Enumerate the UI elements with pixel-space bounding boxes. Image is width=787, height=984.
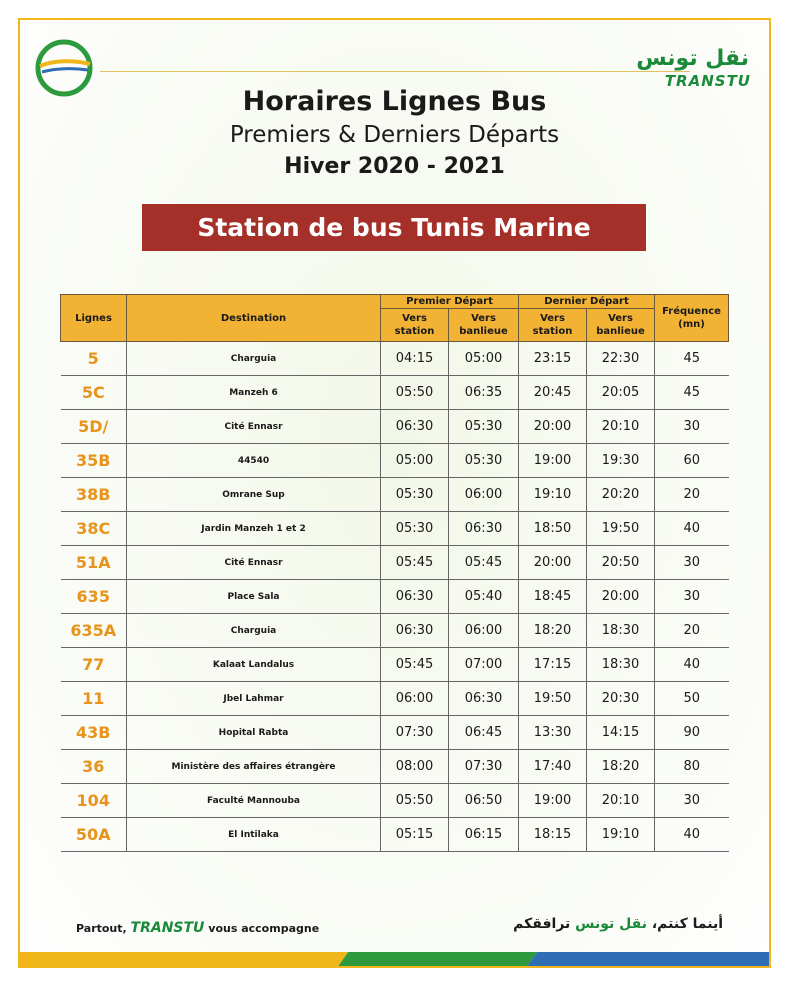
table-row xyxy=(61,580,729,614)
frequency: 40 xyxy=(655,512,729,546)
header-text: Vers xyxy=(540,313,565,324)
poster xyxy=(18,18,771,968)
color-stripes xyxy=(20,946,769,966)
frequency: 30 xyxy=(655,546,729,580)
line-number: 35B xyxy=(61,444,127,478)
first-to-suburb: 06:15 xyxy=(449,818,519,852)
first-to-suburb: 06:45 xyxy=(449,716,519,750)
schedule-table xyxy=(60,294,729,852)
destination: Cité Ennasr xyxy=(127,410,381,444)
last-to-station: 20:00 xyxy=(519,546,587,580)
last-to-suburb: 18:30 xyxy=(587,614,655,648)
frequency: 45 xyxy=(655,342,729,376)
last-to-station: 23:15 xyxy=(519,342,587,376)
season-label: Hiver 2020 - 2021 xyxy=(284,154,505,179)
last-to-suburb: 19:10 xyxy=(587,818,655,852)
line-number: 11 xyxy=(61,682,127,716)
first-to-suburb: 06:35 xyxy=(449,376,519,410)
header-rule xyxy=(100,71,690,72)
table-row xyxy=(61,546,729,580)
first-to-station: 04:15 xyxy=(381,342,449,376)
table-row xyxy=(61,818,729,852)
first-to-station: 05:45 xyxy=(381,546,449,580)
last-to-station: 13:30 xyxy=(519,716,587,750)
destination: Faculté Mannouba xyxy=(127,784,381,818)
footer-brand: نقل تونس xyxy=(575,916,647,932)
header-last-departure: Dernier Départ xyxy=(519,295,655,309)
destination: Jardin Manzeh 1 et 2 xyxy=(127,512,381,546)
frequency: 60 xyxy=(655,444,729,478)
first-to-suburb: 06:30 xyxy=(449,512,519,546)
last-to-station: 18:45 xyxy=(519,580,587,614)
last-to-suburb: 20:10 xyxy=(587,410,655,444)
last-to-suburb: 19:50 xyxy=(587,512,655,546)
first-to-station: 06:30 xyxy=(381,614,449,648)
line-number: 635 xyxy=(61,580,127,614)
destination: El Intilaka xyxy=(127,818,381,852)
frequency: 40 xyxy=(655,818,729,852)
last-to-station: 19:10 xyxy=(519,478,587,512)
schedule-body xyxy=(61,342,729,852)
table-row xyxy=(61,614,729,648)
brand-logo-arabic: نقل تونس xyxy=(636,46,749,71)
first-to-station: 07:30 xyxy=(381,716,449,750)
line-number: 43B xyxy=(61,716,127,750)
first-to-station: 05:30 xyxy=(381,512,449,546)
last-to-station: 19:50 xyxy=(519,682,587,716)
line-number: 50A xyxy=(61,818,127,852)
line-number: 635A xyxy=(61,614,127,648)
line-number: 5D/ xyxy=(61,410,127,444)
first-to-station: 06:30 xyxy=(381,580,449,614)
table-row xyxy=(61,750,729,784)
first-to-suburb: 05:30 xyxy=(449,410,519,444)
table-row xyxy=(61,648,729,682)
header-text: Vers xyxy=(608,313,633,324)
table-row xyxy=(61,716,729,750)
line-number: 104 xyxy=(61,784,127,818)
header-last-to-suburb xyxy=(587,309,655,342)
last-to-station: 19:00 xyxy=(519,444,587,478)
last-to-station: 20:45 xyxy=(519,376,587,410)
line-number: 36 xyxy=(61,750,127,784)
last-to-station: 17:40 xyxy=(519,750,587,784)
header-frequency-unit: (mn) xyxy=(678,319,705,330)
first-to-suburb: 05:40 xyxy=(449,580,519,614)
frequency: 90 xyxy=(655,716,729,750)
footer-text: ترافقكم xyxy=(513,916,571,932)
first-to-station: 05:50 xyxy=(381,784,449,818)
first-to-station: 05:00 xyxy=(381,444,449,478)
line-number: 38C xyxy=(61,512,127,546)
footer-brand: TRANSTU xyxy=(130,920,205,936)
first-to-station: 05:30 xyxy=(381,478,449,512)
header-first-departure: Premier Départ xyxy=(381,295,519,309)
table-row xyxy=(61,410,729,444)
destination: Manzeh 6 xyxy=(127,376,381,410)
last-to-suburb: 20:05 xyxy=(587,376,655,410)
last-to-station: 19:00 xyxy=(519,784,587,818)
first-to-suburb: 05:45 xyxy=(449,546,519,580)
first-to-suburb: 05:00 xyxy=(449,342,519,376)
last-to-station: 17:15 xyxy=(519,648,587,682)
frequency: 20 xyxy=(655,614,729,648)
frequency: 30 xyxy=(655,580,729,614)
first-to-suburb: 06:30 xyxy=(449,682,519,716)
last-to-suburb: 20:10 xyxy=(587,784,655,818)
table-row xyxy=(61,682,729,716)
header-lines: Lignes xyxy=(61,295,127,342)
first-to-suburb: 05:30 xyxy=(449,444,519,478)
header-first-to-suburb xyxy=(449,309,519,342)
table-row xyxy=(61,376,729,410)
station-banner: Station de bus Tunis Marine xyxy=(142,204,646,251)
page-subtitle: Premiers & Derniers Départs xyxy=(229,122,560,148)
frequency: 30 xyxy=(655,410,729,444)
destination: Cité Ennasr xyxy=(127,546,381,580)
header-frequency xyxy=(655,295,729,342)
footer-slogan-french xyxy=(76,920,319,936)
last-to-suburb: 18:30 xyxy=(587,648,655,682)
table-row xyxy=(61,342,729,376)
first-to-suburb: 06:50 xyxy=(449,784,519,818)
first-to-station: 05:50 xyxy=(381,376,449,410)
destination: 44540 xyxy=(127,444,381,478)
footer-text: vous accompagne xyxy=(208,922,320,935)
footer-text: Partout, xyxy=(76,922,127,935)
page-title: Horaires Lignes Bus xyxy=(242,86,547,117)
line-number: 77 xyxy=(61,648,127,682)
table-row xyxy=(61,478,729,512)
last-to-suburb: 14:15 xyxy=(587,716,655,750)
last-to-station: 18:50 xyxy=(519,512,587,546)
line-number: 51A xyxy=(61,546,127,580)
first-to-station: 08:00 xyxy=(381,750,449,784)
destination: Charguia xyxy=(127,342,381,376)
line-number: 5C xyxy=(61,376,127,410)
footer-slogan-arabic xyxy=(513,916,723,932)
frequency: 80 xyxy=(655,750,729,784)
first-to-station: 06:00 xyxy=(381,682,449,716)
frequency: 50 xyxy=(655,682,729,716)
last-to-suburb: 19:30 xyxy=(587,444,655,478)
frequency: 45 xyxy=(655,376,729,410)
header-text: Vers xyxy=(471,313,496,324)
frequency: 40 xyxy=(655,648,729,682)
header-last-to-station xyxy=(519,309,587,342)
table-row xyxy=(61,444,729,478)
header-text: banlieue xyxy=(459,326,508,337)
last-to-station: 18:20 xyxy=(519,614,587,648)
destination: Omrane Sup xyxy=(127,478,381,512)
first-to-station: 05:15 xyxy=(381,818,449,852)
last-to-suburb: 20:20 xyxy=(587,478,655,512)
table-row xyxy=(61,784,729,818)
last-to-suburb: 20:00 xyxy=(587,580,655,614)
frequency: 30 xyxy=(655,784,729,818)
header-text: banlieue xyxy=(596,326,645,337)
footer-text: أينما كنتم، xyxy=(651,916,723,932)
destination: Charguia xyxy=(127,614,381,648)
first-to-suburb: 07:30 xyxy=(449,750,519,784)
first-to-suburb: 07:00 xyxy=(449,648,519,682)
last-to-suburb: 22:30 xyxy=(587,342,655,376)
first-to-suburb: 06:00 xyxy=(449,614,519,648)
header-frequency-label: Fréquence xyxy=(662,306,721,317)
brand-logo-latin: TRANSTU xyxy=(664,72,751,90)
first-to-station: 06:30 xyxy=(381,410,449,444)
last-to-suburb: 18:20 xyxy=(587,750,655,784)
first-to-station: 05:45 xyxy=(381,648,449,682)
header-text: station xyxy=(394,326,435,337)
header-text: Vers xyxy=(402,313,427,324)
destination: Hopital Rabta xyxy=(127,716,381,750)
frequency: 20 xyxy=(655,478,729,512)
destination: Ministère des affaires étrangère xyxy=(127,750,381,784)
last-to-suburb: 20:30 xyxy=(587,682,655,716)
line-number: 5 xyxy=(61,342,127,376)
last-to-station: 18:15 xyxy=(519,818,587,852)
header-destination: Destination xyxy=(127,295,381,342)
header-first-to-station xyxy=(381,309,449,342)
header-text: station xyxy=(532,326,573,337)
first-to-suburb: 06:00 xyxy=(449,478,519,512)
destination: Jbel Lahmar xyxy=(127,682,381,716)
destination: Place Sala xyxy=(127,580,381,614)
table-row xyxy=(61,512,729,546)
destination: Kalaat Landalus xyxy=(127,648,381,682)
last-to-station: 20:00 xyxy=(519,410,587,444)
last-to-suburb: 20:50 xyxy=(587,546,655,580)
line-number: 38B xyxy=(61,478,127,512)
